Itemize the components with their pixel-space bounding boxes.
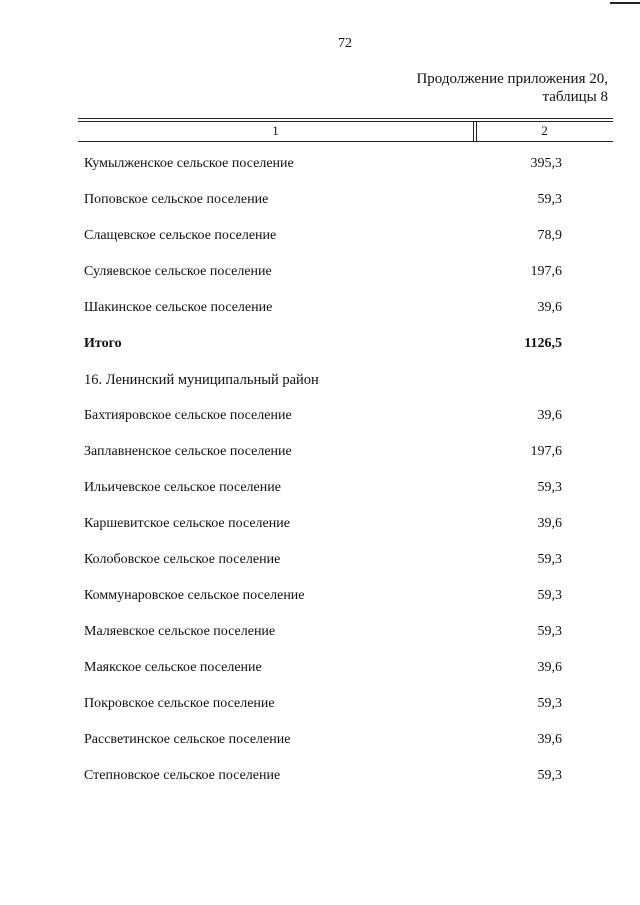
- column-header-1: 1: [272, 123, 279, 138]
- table-row: [84, 732, 604, 752]
- row-value: 59,3: [537, 588, 562, 603]
- row-name: Итого: [84, 336, 122, 351]
- table-row: [84, 444, 604, 464]
- row-value: 78,9: [537, 228, 562, 243]
- continuation-line-1: Продолжение приложения 20,: [416, 71, 608, 87]
- row-value: 39,6: [537, 408, 562, 423]
- row-name: Суляевское сельское поселение: [84, 264, 272, 279]
- table-row: [84, 624, 604, 644]
- page-number: 72: [338, 36, 352, 51]
- row-name: Кумылженское сельское поселение: [84, 156, 294, 171]
- row-value: 39,6: [537, 300, 562, 315]
- table-row: [84, 300, 604, 320]
- row-value: 197,6: [530, 264, 562, 279]
- section-title: 16. Ленинский муниципальный район: [84, 372, 319, 388]
- row-value: 59,3: [537, 768, 562, 783]
- table-row: [84, 480, 604, 500]
- row-name: Каршевитское сельское поселение: [84, 516, 290, 531]
- row-name: Слащевское сельское поселение: [84, 228, 277, 243]
- table-row: [84, 408, 604, 428]
- continuation-line-2: таблицы 8: [542, 89, 608, 105]
- row-value: 59,3: [537, 552, 562, 567]
- table-row: [84, 516, 604, 536]
- row-name: Покровское сельское поселение: [84, 696, 275, 711]
- header-rule-top: [78, 118, 613, 119]
- table-row: [84, 696, 604, 716]
- row-value: 39,6: [537, 660, 562, 675]
- table-row: [84, 192, 604, 212]
- continuation-caption: [416, 70, 608, 106]
- table-row: [84, 264, 604, 284]
- row-name: Ильичевское сельское поселение: [84, 480, 281, 495]
- column-divider: [473, 122, 474, 142]
- table-row: [84, 660, 604, 680]
- table-section-heading: [84, 372, 604, 392]
- row-value: 395,3: [530, 156, 562, 171]
- row-value: 59,3: [537, 624, 562, 639]
- row-name: Бахтияровское сельское поселение: [84, 408, 292, 423]
- table-row: [84, 552, 604, 572]
- row-name: Рассветинское сельское поселение: [84, 732, 291, 747]
- corner-mark: [610, 2, 640, 4]
- row-value: 39,6: [537, 732, 562, 747]
- header-rule-bottom: [78, 141, 613, 142]
- row-name: Маляевское сельское поселение: [84, 624, 276, 639]
- table-row: [84, 228, 604, 248]
- row-value: 1126,5: [524, 336, 562, 351]
- row-name: Коммунаровское сельское поселение: [84, 588, 305, 603]
- table-row-total: [84, 336, 604, 356]
- row-value: 59,3: [537, 696, 562, 711]
- column-header-2: 2: [541, 123, 548, 138]
- row-value: 59,3: [537, 480, 562, 495]
- row-name: Поповское сельское поселение: [84, 192, 269, 207]
- table-header: [78, 118, 613, 142]
- row-value: 59,3: [537, 192, 562, 207]
- row-name: Заплавненское сельское поселение: [84, 444, 292, 459]
- row-value: 39,6: [537, 516, 562, 531]
- header-rule-top-double: [78, 121, 613, 122]
- table-row: [84, 768, 604, 788]
- table-row: [84, 156, 604, 176]
- row-name: Шакинское сельское поселение: [84, 300, 273, 315]
- row-name: Маякское сельское поселение: [84, 660, 262, 675]
- table-row: [84, 588, 604, 608]
- row-name: Степновское сельское поселение: [84, 768, 281, 783]
- row-name: Колобовское сельское поселение: [84, 552, 281, 567]
- row-value: 197,6: [530, 444, 562, 459]
